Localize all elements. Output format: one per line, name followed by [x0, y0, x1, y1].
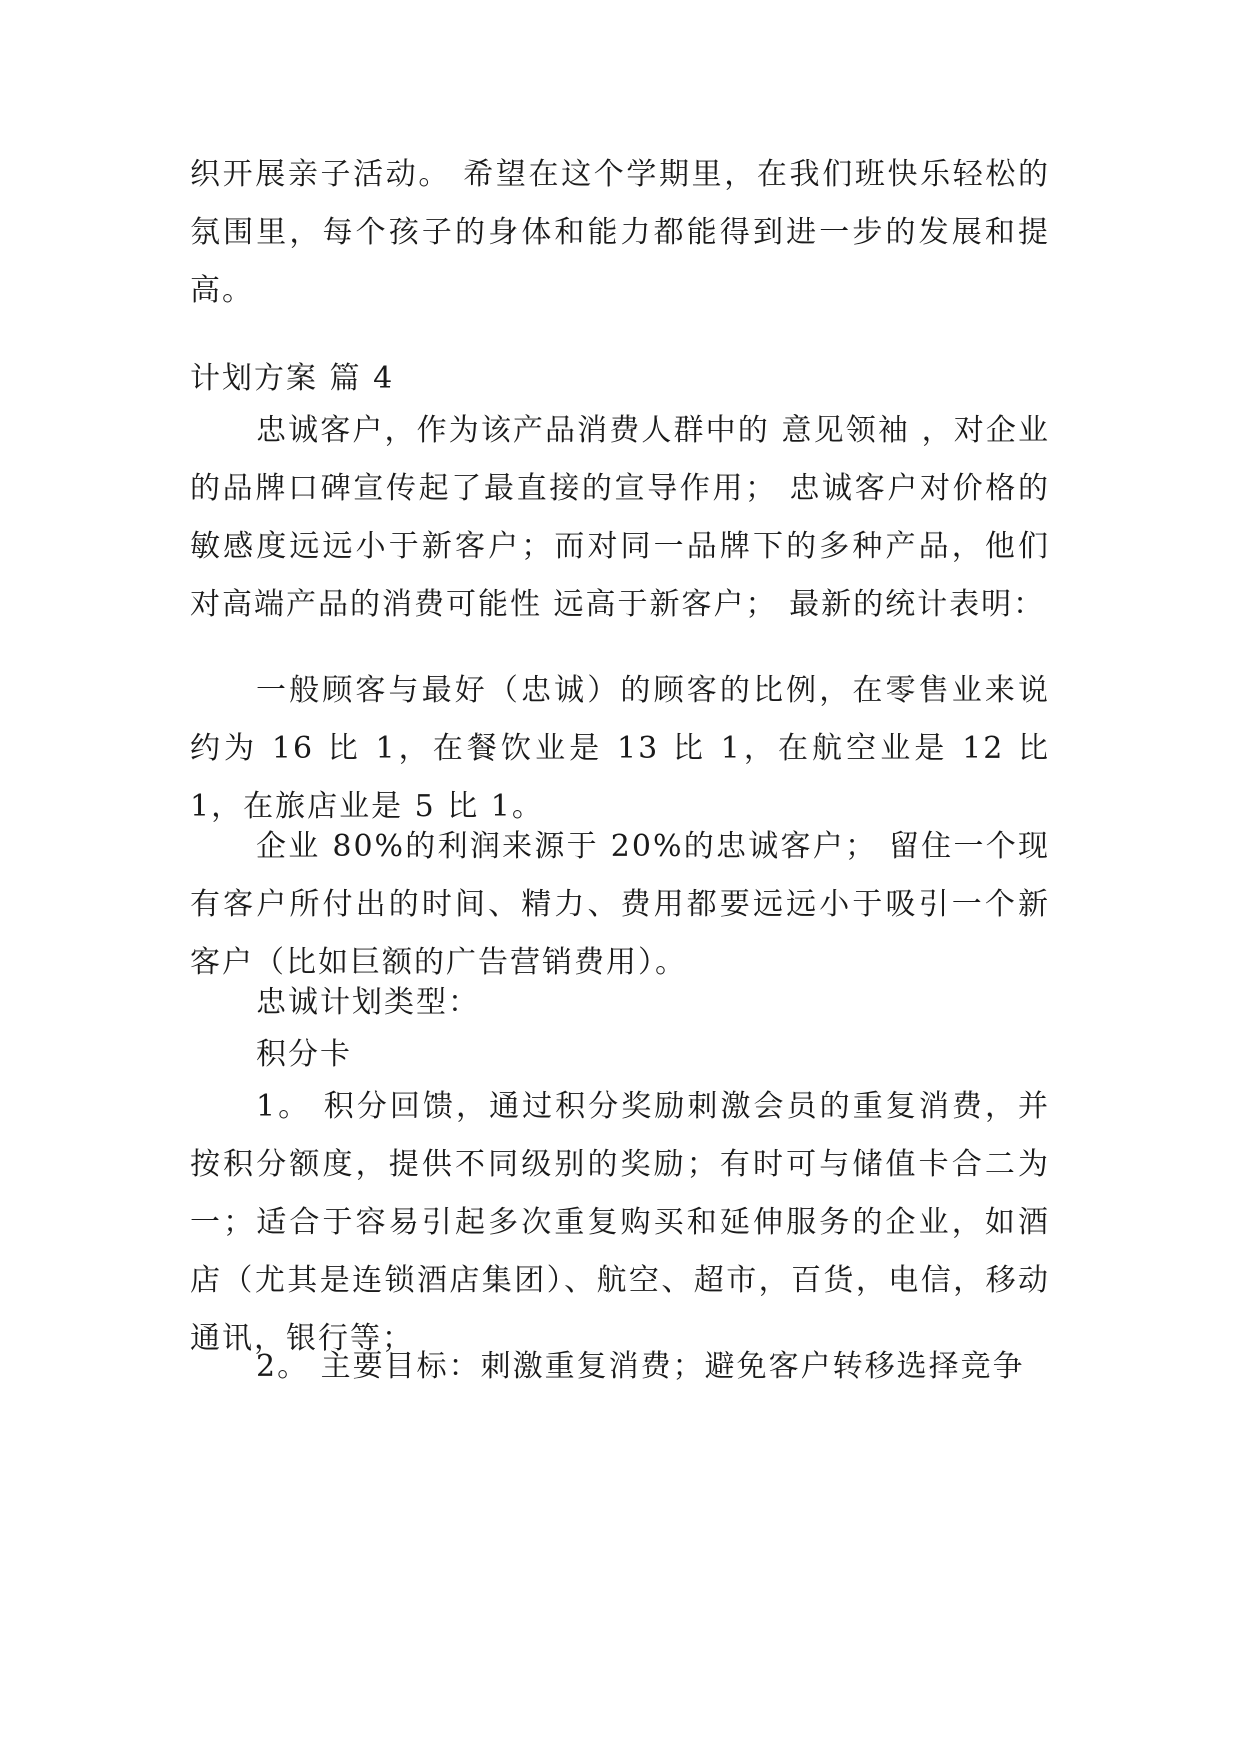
paragraph-item-1: 1。 积分回馈，通过积分奖励刺激会员的重复消费，并按积分额度，提供不同级别的奖励；有时可与储值卡合二为一；适合于容易引起多次重复购买和延伸服务的企业，如酒店（尤其是连锁酒店集团）、航空、超市，百货，电信，移动通讯，银行等； — [190, 1089, 1050, 1356]
section-heading: 计划方案 篇 4 — [190, 361, 395, 396]
paragraph-profit-source: 企业 80%的利润来源于 20%的忠诚客户； 留住一个现有客户所付出的时间、精力、费用都要远远小于吸引一个新客户（比如巨额的广告营销费用）。 — [190, 829, 1050, 980]
paragraph-points-card: 积分卡 — [256, 1037, 352, 1072]
paragraph-customer-ratio: 一般顾客与最好（忠诚）的顾客的比例，在零售业来说约为 16 比 1，在餐饮业是 13 比 1，在航空业是 12 比 1，在旅店业是 5 比 1。 — [190, 673, 1050, 824]
intro-paragraph: 织开展亲子活动。 希望在这个学期里，在我们班快乐轻松的氛围里，每个孩子的身体和能力都能得到进一步的发展和提高。 — [190, 157, 1050, 308]
paragraph-plan-types: 忠诚计划类型： — [256, 985, 480, 1020]
paragraph-loyal-customers: 忠诚客户，作为该产品消费人群中的 意见领袖 ，对企业的品牌口碑宣传起了最直接的宣导作用； 忠诚客户对价格的敏感度远远小于新客户；而对同一品牌下的多种产品，他们对高端产品的消费可能性 远高于新客户； 最新的统计表明： — [190, 413, 1050, 622]
paragraph-item-2: 2。 主要目标：刺激重复消费；避免客户转移选择竞争 — [256, 1349, 1025, 1384]
